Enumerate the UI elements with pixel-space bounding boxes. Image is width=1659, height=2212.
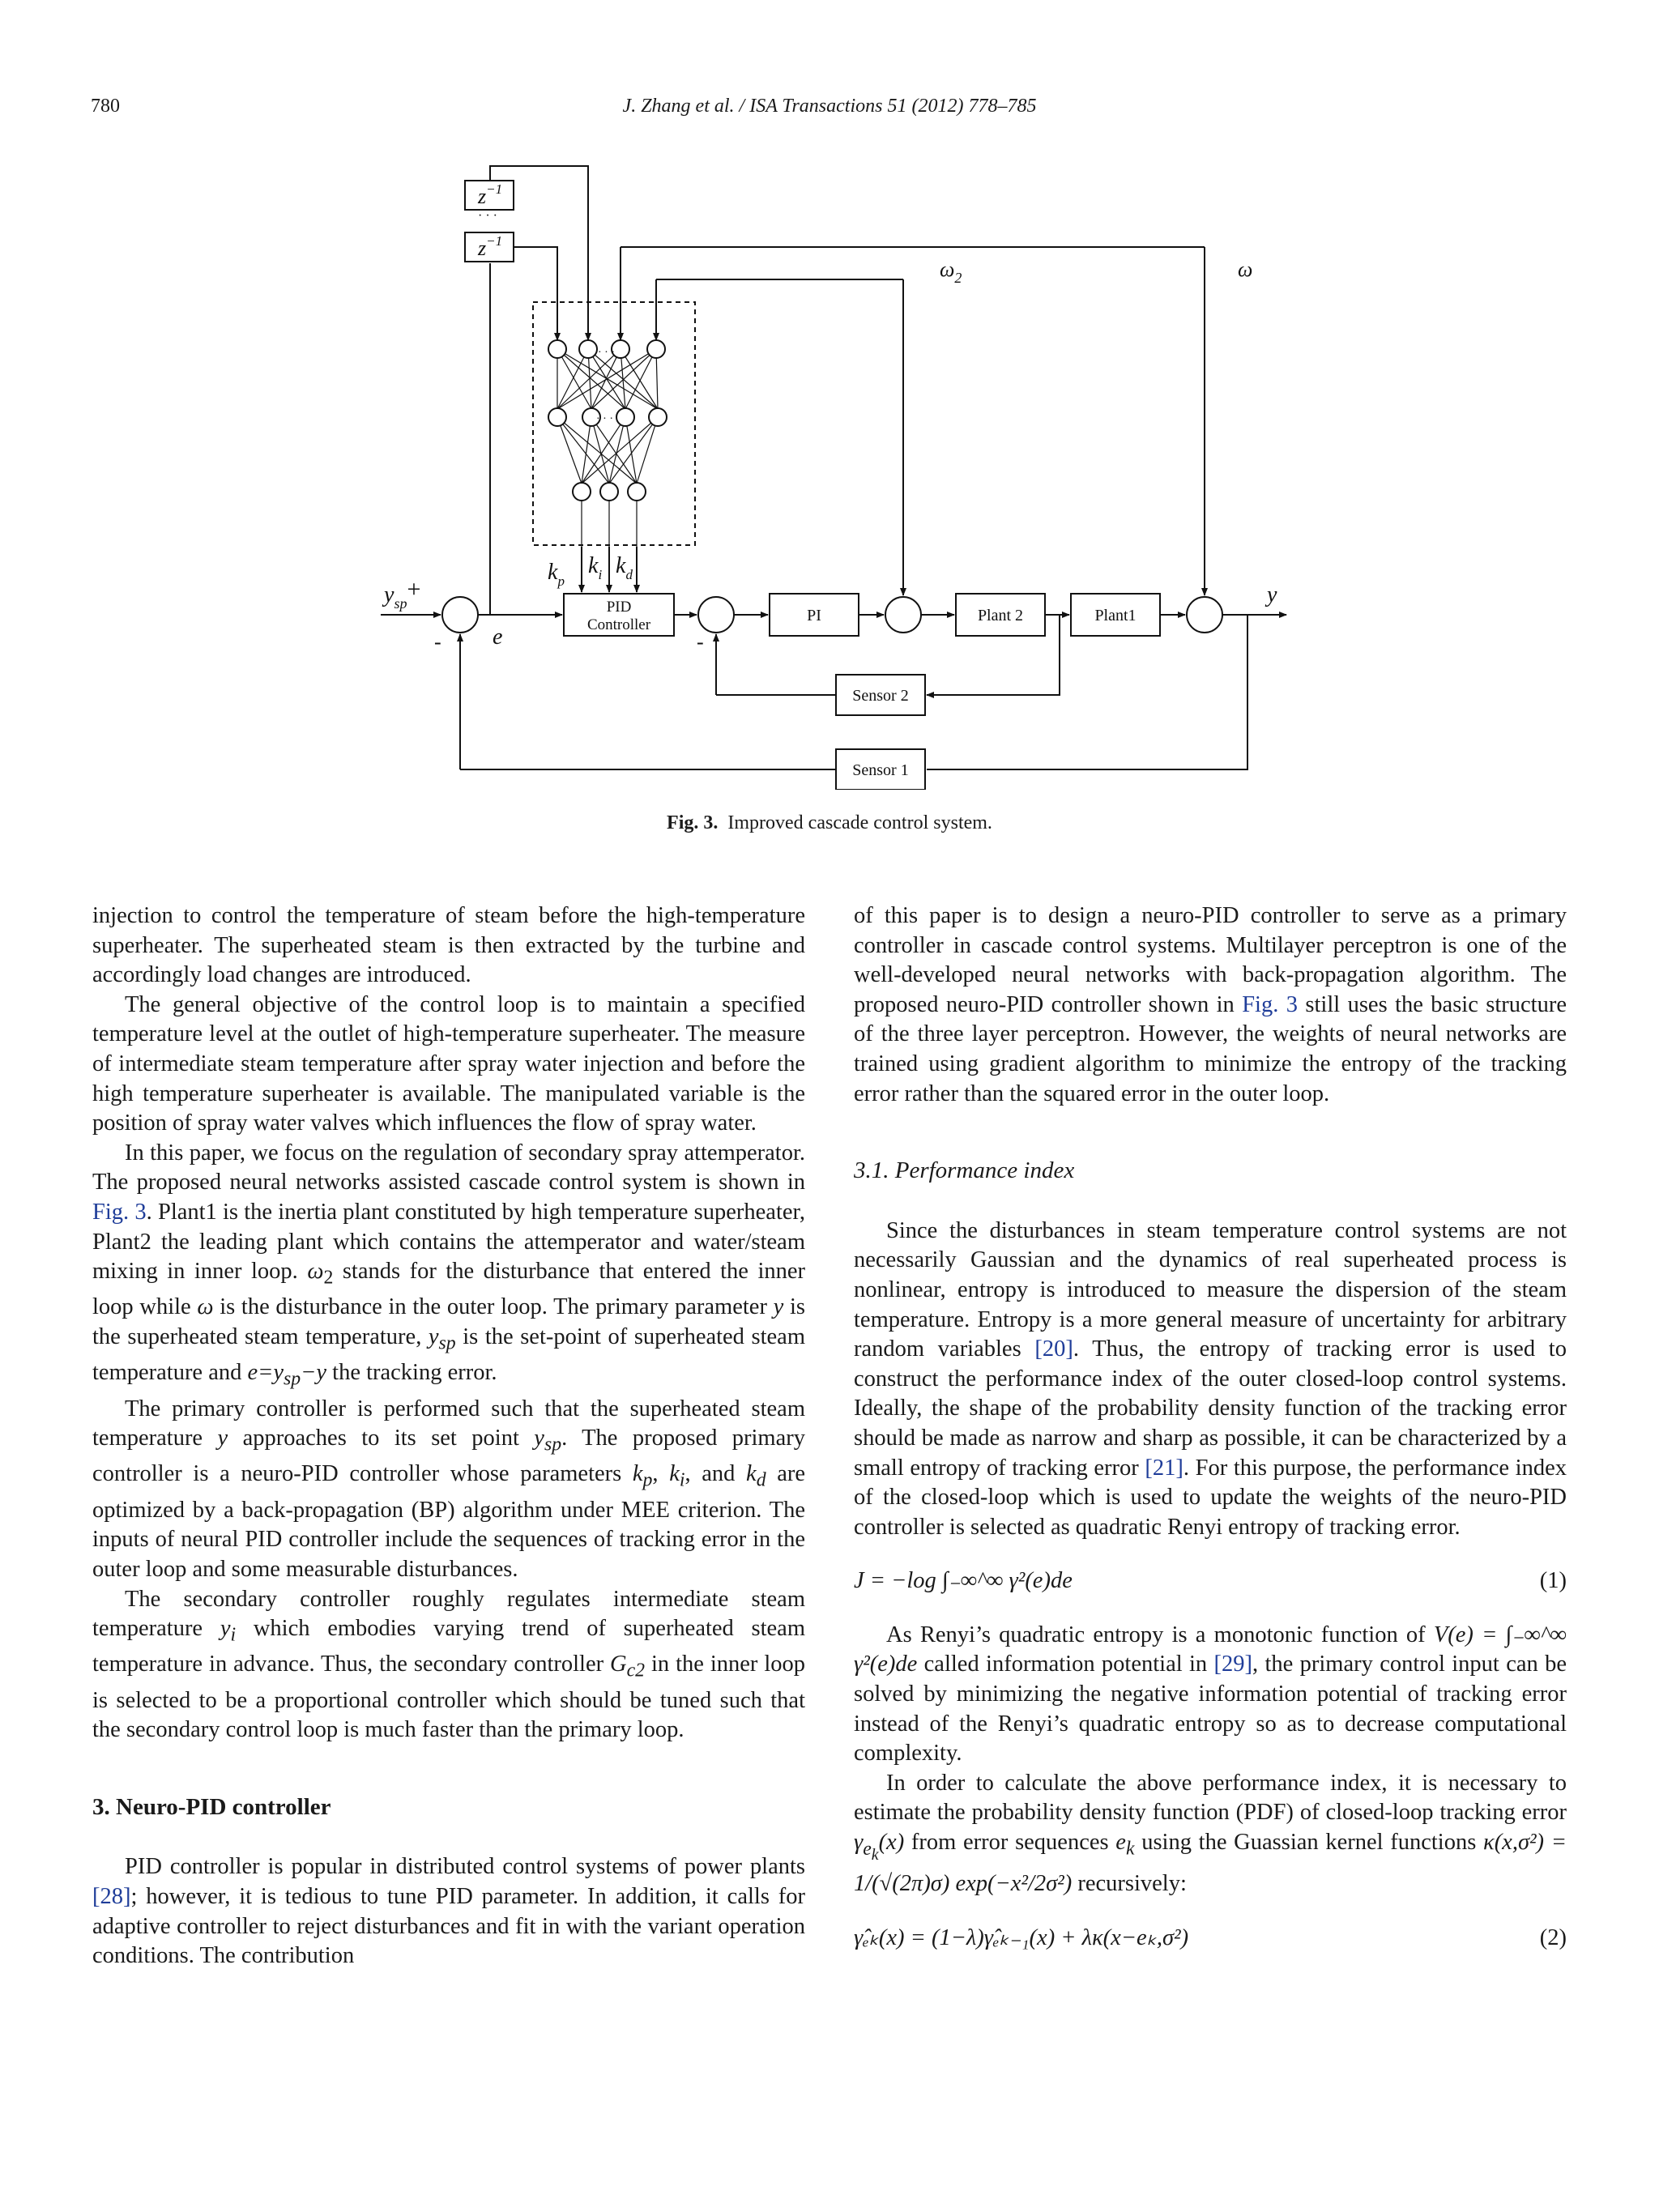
paragraph: Since the disturbances in steam temperature control systems are not necessarily Gaussian and the dynamics of real superheated process is nonlinear, entropy is introduced to measure the dispersion of the steam temperature. Entropy is a more general measure of uncertainty for arbitrary random variables [20]. Thus, the entropy of tracking error is used to construct the performance index of the outer closed-loop control systems. Ideally, the shape of the probability density function of the tracking error should be made as narrow and sharp as possible, it can be characterized by a small entropy of tracking error [21]. For this purpose, the performance index of the closed-loop which is used to update the weights of the neuro-PID controller is selected as quadratic Renyi entropy of tracking error.: [854, 1217, 1567, 1540]
ref-28-link[interactable]: [28]: [92, 1884, 131, 1910]
caption-text: Improved cascade control system.: [727, 812, 992, 833]
cascade-control-diagram: [356, 158, 1304, 790]
paragraph: of this paper is to design a neuro-PID controller to serve as a primary controller in cascade control systems. Multilayer perceptron is one of the well-developed neural networks with back-propagation algorithm. The proposed neuro-PID controller shown in Fig. 3 still uses the basic structure of the three layer perceptron. However, the weights of neural networks are trained using gradient algorithm to minimize the entropy of the tracking error rather than the squared error in the outer loop.: [854, 903, 1567, 1106]
svg-text:z−1: $z^{-1}$: [478, 181, 503, 208]
equation-2-number: (2): [1539, 1924, 1567, 1950]
sensor1-label: Sensor 1: [852, 761, 909, 779]
minus-sign-2: -: [697, 630, 704, 654]
ref-29-link[interactable]: [29]: [1213, 1652, 1252, 1677]
equation-2-body: γ̂ₑₖ(x) = (1−λ)γ̂ₑₖ₋₁(x) + λκ(x−eₖ,σ²): [854, 1924, 1189, 1950]
journal-header: J. Zhang et al. / ISA Transactions 51 (2012) 778–785: [622, 96, 1037, 117]
ysp-label: y: [384, 582, 394, 607]
equation-1-body: J = −log ∫₋∞^∞ γ²(e)de: [854, 1568, 1073, 1594]
sum-junction-2: [698, 597, 734, 633]
equation-1: [854, 1566, 1567, 1596]
paragraph: In order to calculate the above performance index, it is necessary to estimate the probability density function (PDF) of closed-loop tracking error $\gamma_{e_k}(x)$ from error sequences $e_k$ using the Guassian kernel functions κ(x,σ²) = 1/(√(2π)σ) exp(−x²/2σ²) recursively:: [854, 1770, 1567, 1897]
paragraph: The primary controller is performed such that the superheated steam temperature y approaches to its set point $y_{sp}$. The proposed primary controller is a neuro-PID controller whose parameters $k_p$, $k_i$, and $k_d$ are optimized by a back-propagation (BP) algorithm under MEE criterion. The inputs of neural PID controller include the sequences of tracking error in the outer loop and some measurable disturbances.: [92, 1396, 806, 1582]
fig3-link[interactable]: Fig. 3: [1242, 991, 1299, 1017]
svg-text:kd: $k_d$: [616, 553, 633, 582]
page-number: 780: [91, 96, 120, 117]
e-label: e: [493, 624, 503, 650]
svg-text:ω2: $\omega_2$: [940, 258, 962, 286]
omega-label: ω: [1238, 258, 1253, 281]
paragraph: injection to control the temperature of steam before the high-temperature superheater. The superheated steam is then extracted by the turbine and accordingly load changes are introduced.: [92, 903, 805, 988]
delay-dots: · · ·: [478, 209, 497, 223]
equation-2: [854, 1924, 1567, 1954]
ref-21-link[interactable]: [21]: [1145, 1455, 1183, 1481]
paragraph: As Renyi’s quadratic entropy is a monotonic function of V(e) = ∫₋∞^∞ γ²(e)de called information potential in [29], the primary control input can be solved by minimizing the negative information potential of tracking error instead of the Renyi’s quadratic entropy so as to decrease computational complexity.: [854, 1622, 1567, 1767]
pid-label-1: PID: [606, 599, 632, 616]
sum-junction-3: [885, 597, 921, 633]
right-column: [854, 901, 1567, 1977]
svg-text:ki: $k_i$: [588, 553, 603, 582]
ref-20-link[interactable]: [20]: [1034, 1336, 1073, 1362]
svg-text:z−1: $z^{-1}$: [478, 233, 503, 260]
ki-label: k: [588, 553, 599, 578]
kd-label: k: [616, 553, 626, 578]
paragraph: PID controller is popular in distributed control systems of power plants [28]; however, it is tedious to tune PID parameter. In addition, it calls for adaptive controller to reject disturbances and fit in with the variant operation conditions. The contribution: [92, 1854, 805, 1969]
pi-label: PI: [807, 607, 821, 624]
plant1-label: Plant1: [1094, 607, 1137, 624]
subsection-heading: 3.1. Performance index: [854, 1157, 1075, 1184]
equation-1-number: (1): [1539, 1568, 1567, 1594]
svg-text:kp: $k_p$: [548, 560, 565, 589]
sum-junction-4: [1187, 597, 1222, 633]
caption-label: Fig. 3.: [667, 812, 719, 833]
left-column: [92, 901, 805, 1971]
minus-sign-1: -: [434, 630, 441, 654]
figure-caption: [0, 812, 1659, 834]
paragraph: The general objective of the control loop is to maintain a specified temperature level at the outlet of high-temperature superheater. The measure of intermediate steam temperature after spray water injection and before the high temperature superheater is available. The manipulated variable is the position of spray water valves which influences the flow of spray water.: [92, 991, 805, 1136]
paragraph: The secondary controller roughly regulates intermediate steam temperature $y_i$ which embodies varying trend of superheated steam temperature in advance. Thus, the secondary controller $G_{c2}$ in the inner loop is selected to be a proportional controller which should be tuned such that the secondary control loop is much faster than the primary loop.: [92, 1586, 806, 1743]
pid-label-2: Controller: [586, 616, 651, 633]
svg-text:· · ·: · · ·: [598, 347, 615, 359]
paragraph: In this paper, we focus on the regulation of secondary spray attemperator. The proposed neural networks assisted cascade control system is shown in Fig. 3. Plant1 is the inertia plant constituted by high temperature superheater, Plant2 the leading plant which contains the attemperator and water/steam mixing in inner loop. $\omega_2$ stands for the disturbance that entered the inner loop while ω is the disturbance in the outer loop. The primary parameter y is the superheated steam temperature, $y_{sp}$ is the set-point of superheated steam temperature and $e=y_{sp}-y$ the tracking error.: [92, 1140, 806, 1390]
svg-text:ysp+: $y_{sp}+$: [382, 576, 420, 612]
svg-text:· · ·: · · ·: [596, 413, 613, 425]
section-heading: 3. Neuro-PID controller: [92, 1793, 331, 1820]
plant2-label: Plant 2: [977, 607, 1024, 624]
sum-junction-1: [442, 597, 478, 633]
z-label-2: z: [478, 237, 487, 260]
sensor2-label: Sensor 2: [852, 687, 909, 705]
y-label: y: [1267, 582, 1277, 607]
fig3-link[interactable]: Fig. 3: [92, 1199, 147, 1225]
omega2-label: ω: [940, 258, 955, 281]
kp-label: k: [548, 560, 558, 585]
z-label-1: z: [478, 185, 487, 208]
